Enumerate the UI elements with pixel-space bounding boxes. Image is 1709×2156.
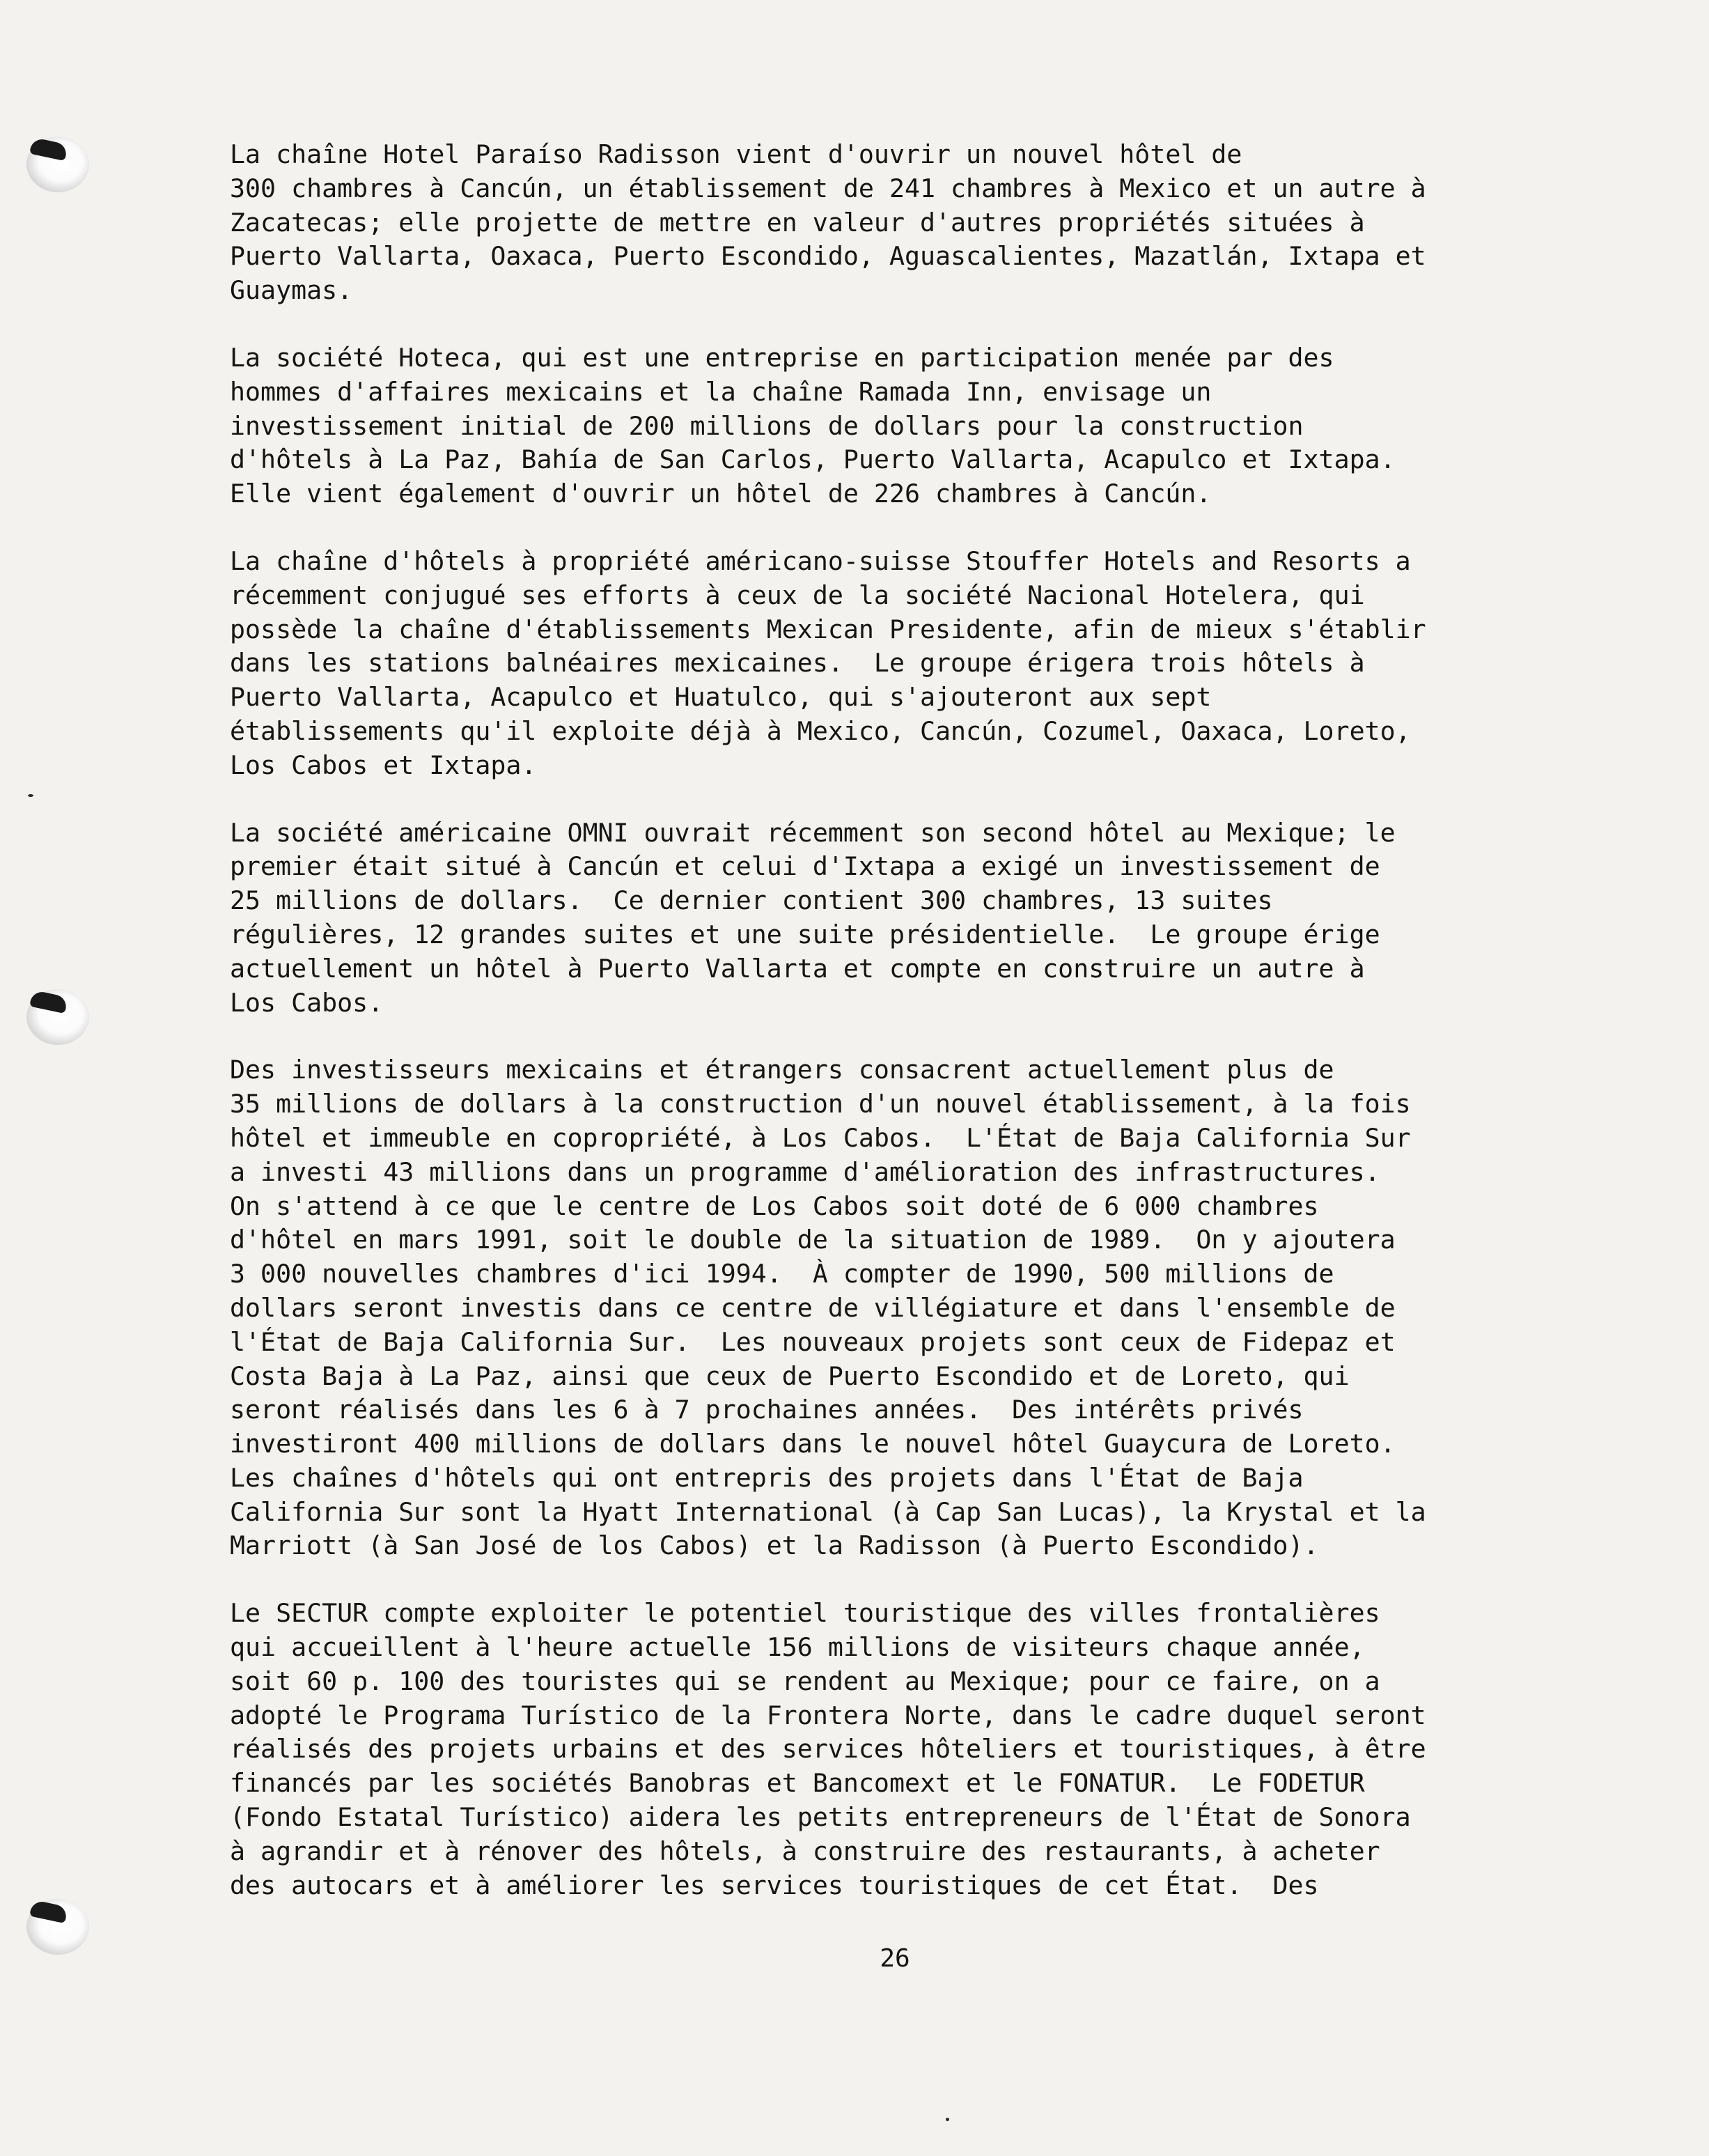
text-line: d'hôtel en mars 1991, soit le double de la situation de 1989. On y ajoutera — [230, 1225, 1396, 1255]
text-line: investissement initial de 200 millions de dollars pour la construction — [230, 410, 1304, 441]
text-line: qui accueillent à l'heure actuelle 156 millions de visiteurs chaque année, — [230, 1632, 1365, 1663]
text-line: l'État de Baja California Sur. Les nouveaux projets sont ceux de Fidepaz et — [230, 1326, 1396, 1357]
text-line: Les chaînes d'hôtels qui ont entrepris des projets dans l'État de Baja — [230, 1462, 1304, 1493]
text-line: Puerto Vallarta, Acapulco et Huatulco, qui s'ajouteront aux sept — [230, 682, 1212, 713]
punch-hole-bottom — [26, 1899, 89, 1955]
text-line: à agrandir et à rénover des hôtels, à construire des restaurants, à acheter — [230, 1836, 1380, 1866]
paragraph-stouffer — [230, 545, 1567, 783]
text-line: 3 000 nouvelles chambres d'ici 1994. À compter de 1990, 500 millions de — [230, 1259, 1334, 1289]
text-line: dollars seront investis dans ce centre de villégiature et dans l'ensemble de — [230, 1292, 1396, 1323]
text-line: Des investisseurs mexicains et étrangers consacrent actuellement plus de — [230, 1055, 1334, 1085]
text-line: dans les stations balnéaires mexicaines. Le groupe érigera trois hôtels à — [230, 648, 1365, 678]
text-line: Costa Baja à La Paz, ainsi que ceux de Puerto Escondido et de Loreto, qui — [230, 1360, 1350, 1391]
text-line: investiront 400 millions de dollars dans le nouvel hôtel Guaycura de Loreto. — [230, 1429, 1396, 1459]
text-line: La chaîne Hotel Paraíso Radisson vient d'ouvrir un nouvel hôtel de — [230, 139, 1242, 169]
text-line: California Sur sont la Hyatt International (à Cap San Lucas), la Krystal et la — [230, 1496, 1426, 1527]
paragraph-sectur — [230, 1597, 1567, 1902]
text-line: récemment conjugué ses efforts à ceux de la société Nacional Hotelera, qui — [230, 580, 1365, 610]
text-line: 300 chambres à Cancún, un établissement de 241 chambres à Mexico et un autre à — [230, 173, 1426, 203]
body-text — [230, 138, 1567, 1936]
text-line: Los Cabos. — [230, 987, 384, 1018]
text-line: actuellement un hôtel à Puerto Vallarta et compte en construire un autre à — [230, 953, 1365, 984]
text-line: Elle vient également d'ouvrir un hôtel de 226 chambres à Cancún. — [230, 479, 1212, 509]
text-line: 25 millions de dollars. Ce dernier contient 300 chambres, 13 suites — [230, 885, 1273, 916]
scan-speck — [28, 794, 33, 797]
text-line: des autocars et à améliorer les services touristiques de cet État. Des — [230, 1870, 1319, 1900]
paragraph-los-cabos — [230, 1053, 1567, 1563]
text-line: financés par les sociétés Banobras et Bancomext et le FONATUR. Le FODETUR — [230, 1768, 1365, 1799]
text-line: Puerto Vallarta, Oaxaca, Puerto Escondido, Aguascalientes, Mazatlán, Ixtapa et — [230, 241, 1426, 272]
text-line: On s'attend à ce que le centre de Los Cabos soit doté de 6 000 chambres — [230, 1191, 1319, 1221]
text-line: hommes d'affaires mexicains et la chaîne Ramada Inn, envisage un — [230, 376, 1212, 407]
text-line: adopté le Programa Turístico de la Frontera Norte, dans le cadre duquel seront — [230, 1700, 1426, 1730]
text-line: premier était situé à Cancún et celui d'Ixtapa a exigé un investissement de — [230, 851, 1380, 882]
text-line: La chaîne d'hôtels à propriété américano-suisse Stouffer Hotels and Resorts a — [230, 545, 1411, 576]
scan-speck — [946, 2118, 949, 2121]
text-line: Marriott (à San José de los Cabos) et la Radisson (à Puerto Escondido). — [230, 1530, 1319, 1561]
text-line: La société Hoteca, qui est une entreprise en participation menée par des — [230, 342, 1334, 373]
text-line: La société américaine OMNI ouvrait récemment son second hôtel au Mexique; le — [230, 817, 1396, 848]
punch-hole-middle — [26, 989, 89, 1045]
text-line: régulières, 12 grandes suites et une suite présidentielle. Le groupe érige — [230, 919, 1380, 949]
text-line: seront réalisés dans les 6 à 7 prochaines années. Des intérêts privés — [230, 1395, 1304, 1425]
text-line: Guaymas. — [230, 275, 353, 306]
text-line: Los Cabos et Ixtapa. — [230, 750, 537, 780]
text-line: a investi 43 millions dans un programme d'amélioration des infrastructures. — [230, 1156, 1380, 1187]
text-line: possède la chaîne d'établissements Mexican Presidente, afin de mieux s'établir — [230, 614, 1426, 644]
page-number: 26 — [880, 1944, 910, 1973]
paragraph-omni — [230, 816, 1567, 1021]
text-line: soit 60 p. 100 des touristes qui se rendent au Mexique; pour ce faire, on a — [230, 1666, 1380, 1696]
text-line: établissements qu'il exploite déjà à Mexico, Cancún, Cozumel, Oaxaca, Loreto, — [230, 715, 1411, 746]
punch-hole-top — [26, 137, 89, 192]
text-line: (Fondo Estatal Turístico) aidera les petits entrepreneurs de l'État de Sonora — [230, 1802, 1411, 1833]
text-line: Zacatecas; elle projette de mettre en valeur d'autres propriétés situées à — [230, 207, 1365, 238]
text-line: d'hôtels à La Paz, Bahía de San Carlos, Puerto Vallarta, Acapulco et Ixtapa. — [230, 444, 1396, 475]
paragraph-radisson — [230, 138, 1567, 308]
text-line: Le SECTUR compte exploiter le potentiel touristique des villes frontalières — [230, 1598, 1380, 1629]
paragraph-hoteca — [230, 341, 1567, 511]
text-line: 35 millions de dollars à la construction d'un nouvel établissement, à la fois — [230, 1089, 1411, 1119]
text-line: réalisés des projets urbains et des services hôteliers et touristiques, à être — [230, 1734, 1426, 1765]
text-line: hôtel et immeuble en copropriété, à Los Cabos. L'État de Baja California Sur — [230, 1122, 1411, 1153]
